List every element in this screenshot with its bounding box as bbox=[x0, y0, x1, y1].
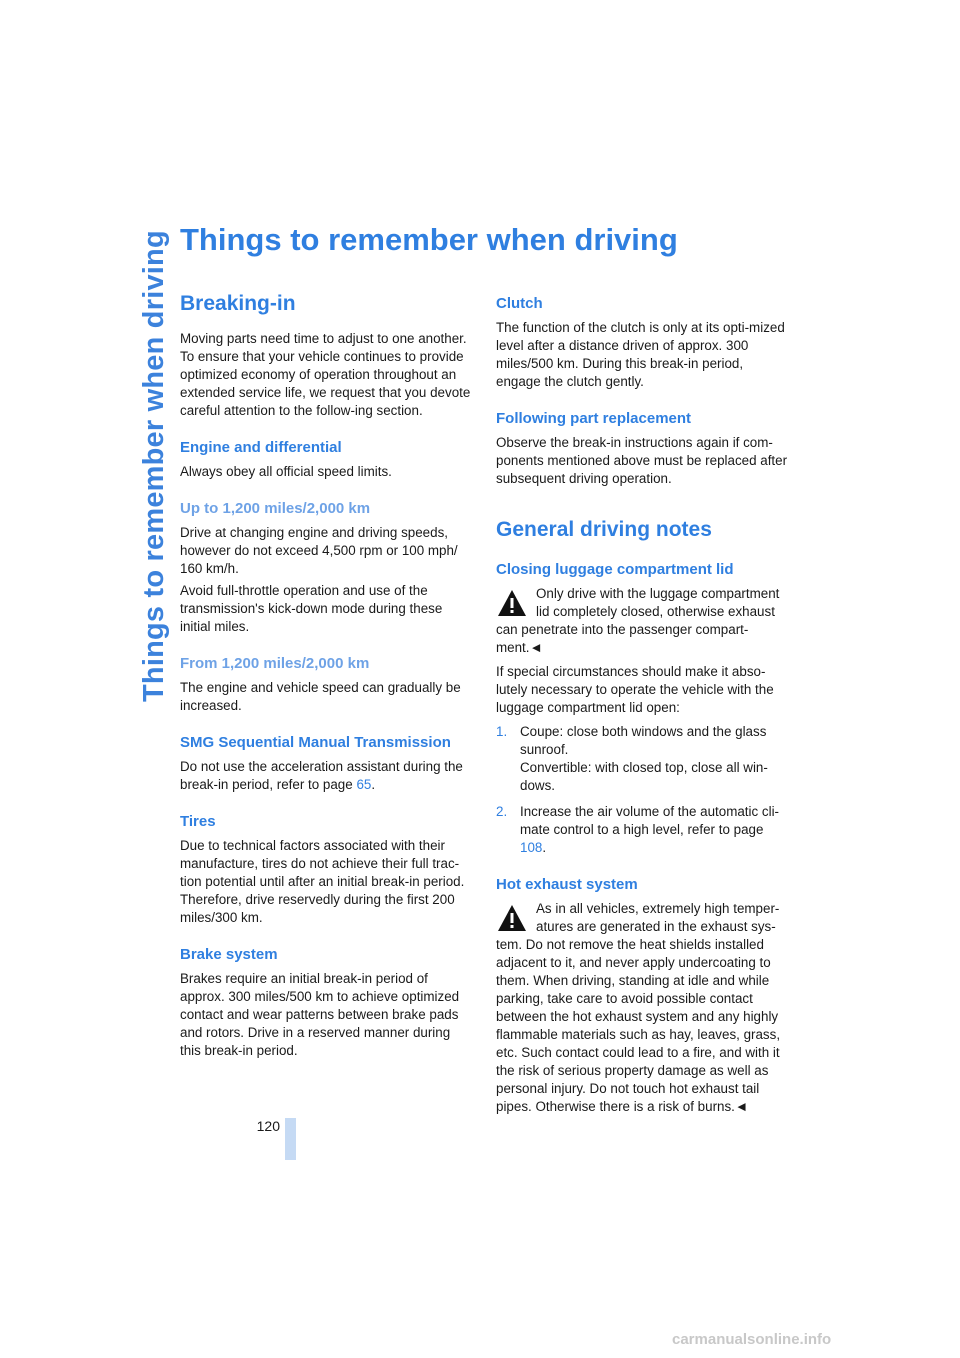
warning-triangle-icon bbox=[496, 903, 528, 933]
heading-clutch: Clutch bbox=[496, 295, 543, 312]
luggage-text: If special circumstances should make it abso-lutely necessary to operate the vehicle with the luggage compartment lid open: bbox=[496, 664, 774, 715]
page-title: Things to remember when driving bbox=[180, 222, 678, 257]
from-text: The engine and vehicle speed can gradually be increased. bbox=[180, 680, 461, 713]
step-number: 1. bbox=[496, 724, 508, 739]
heading-general-driving-notes: General driving notes bbox=[496, 518, 712, 541]
breaking-in-intro: Moving parts need time to adjust to one another. To ensure that your vehicle continues to provide optimized economy of operation throughout an extended service life, we request that you devote careful attention to the follow-ing section. bbox=[180, 331, 471, 418]
hot-exhaust-warning bbox=[496, 900, 788, 1116]
upto-text-2: Avoid full-throttle operation and use of the transmission's kick-down mode during these initial miles. bbox=[180, 583, 443, 634]
page-number-bar bbox=[285, 1118, 296, 1160]
heading-following-part-replacement: Following part replacement bbox=[496, 410, 692, 427]
clutch-text: The function of the clutch is only at its opti-mized level after a distance driven of approx. 300 miles/500 km. During this break-in period, engage the clutch gently. bbox=[496, 320, 785, 389]
page-ref-link-108[interactable]: 108 bbox=[520, 840, 543, 855]
following-text: Observe the break-in instructions again if com-ponents mentioned above must be replaced after subsequent driving operation. bbox=[496, 435, 788, 486]
heading-smg: SMG Sequential Manual Transmission bbox=[180, 734, 451, 751]
side-chapter-title-text: Things to remember when driving bbox=[138, 230, 170, 702]
tires-text: Due to technical factors associated with their manufacture, tires do not achieve their full trac-tion potential until after an initial break-in period. Therefore, drive reservedly during the first 200 miles/300 km. bbox=[180, 838, 465, 925]
heading-brake-system: Brake system bbox=[180, 946, 278, 963]
hot-exhaust-warning-text: As in all vehicles, extremely high temper-atures are generated in the exhaust sys-tem. Do not remove the heat shields installed adjacent to it, and never apply undercoating to them. When driving, standing at idle and while parking, take care to avoid possible contact between the hot exhaust system and any highly flammable materials such as hay, leaves, grass, etc. Such contact could lead to a fire, and with it the risk of serious property damage as well as personal injury. Do not touch hot exhaust tail pipes. Otherwise there is a risk of burns.◄ bbox=[496, 901, 781, 1114]
brake-text: Brakes require an initial break-in period of approx. 300 miles/500 km to achieve optimized contact and wear patterns between brake pads and rotors. Drive in a reserved manner during this break-in period. bbox=[180, 971, 460, 1058]
heading-engine-differential: Engine and differential bbox=[180, 439, 342, 456]
heading-closing-luggage-lid: Closing luggage compartment lid bbox=[496, 561, 734, 578]
heading-hot-exhaust: Hot exhaust system bbox=[496, 876, 638, 893]
heading-breaking-in: Breaking-in bbox=[180, 292, 296, 315]
step-text: Increase the air volume of the automatic cli-mate control to a high level, refer to page bbox=[520, 804, 780, 837]
smg-text-body: Do not use the acceleration assistant during the break-in period, refer to page bbox=[180, 759, 463, 792]
side-chapter-title bbox=[118, 230, 170, 702]
heading-up-to-1200: Up to 1,200 miles/2,000 km bbox=[180, 500, 371, 517]
luggage-warning bbox=[496, 585, 788, 657]
smg-text: Do not use the acceleration assistant during the break-in period, refer to page 65. bbox=[180, 759, 463, 792]
luggage-steps bbox=[496, 723, 788, 857]
left-column bbox=[180, 292, 472, 1064]
step-text-2: Convertible: with closed top, close all win-dows. bbox=[520, 760, 768, 793]
luggage-warning-text: Only drive with the luggage compartment lid completely closed, otherwise exhaust can penetrate into the passenger compart-ment.◄ bbox=[496, 586, 780, 655]
heading-from-1200: From 1,200 miles/2,000 km bbox=[180, 655, 370, 672]
list-item: 2. Increase the air volume of the automatic cli-mate control to a high level, refer to page 108. bbox=[496, 804, 780, 855]
upto-text-1: Drive at changing engine and driving speeds, however do not exceed 4,500 rpm or 100 mph/ 160 km/h. bbox=[180, 525, 458, 576]
engine-text: Always obey all official speed limits. bbox=[180, 464, 392, 479]
warning-triangle-icon bbox=[496, 588, 528, 618]
list-item bbox=[496, 723, 788, 795]
right-column bbox=[496, 292, 788, 1120]
step-text: Coupe: close both windows and the glass sunroof. bbox=[520, 724, 767, 757]
page-ref-link-65[interactable]: 65 bbox=[356, 777, 372, 792]
page-number: 120 bbox=[256, 1118, 280, 1134]
heading-tires: Tires bbox=[180, 813, 216, 830]
watermark: carmanualsonline.info bbox=[672, 1331, 832, 1348]
step-number: 2. bbox=[496, 804, 508, 819]
